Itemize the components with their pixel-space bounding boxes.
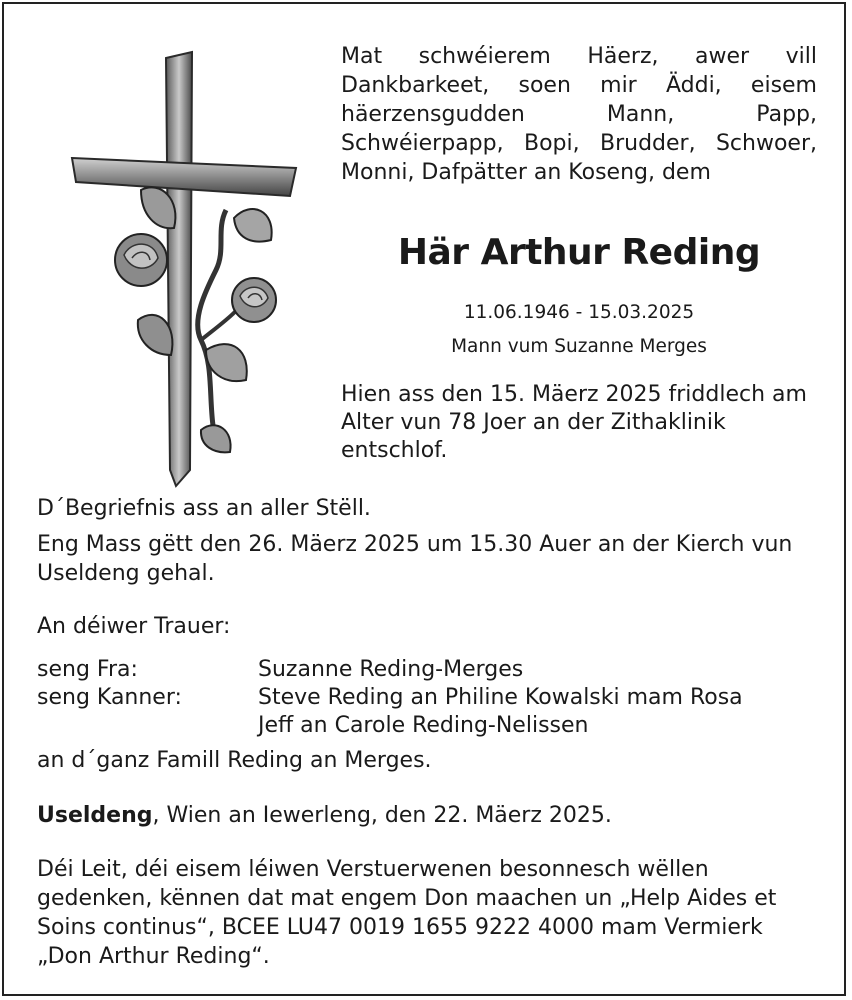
mass-text: Eng Mass gëtt den 26. Mäerz 2025 um 15.30 Auer an der Kierch vun Useldeng gehal. — [37, 532, 793, 586]
donation-text: Déi Leit, déi eisem léiwen Verstuerwenen besonnesch wëllen gedenken, kënnen dat mat engem Don maachen un „Help Aides et Soins continus“, BCEE LU47 0019 1655 9222 4000 mam Vermierk „Don Arthur Reding“. — [37, 857, 777, 969]
children-label: seng Kanner: — [37, 685, 182, 710]
child-1: Steve Reding an Philine Kowalski mam Rosa — [258, 685, 743, 710]
cross-with-roses-icon — [66, 50, 306, 490]
family-line: an d´ganz Famill Reding an Merges. — [37, 748, 432, 773]
deceased-name: Här Arthur Reding — [397, 232, 761, 273]
place-date-line — [37, 801, 612, 830]
life-dates: 11.06.1946 - 15.03.2025 — [463, 302, 695, 323]
child-2: Jeff an Carole Reding-Nelissen — [258, 713, 589, 738]
funeral-line: D´Begriefnis ass an aller Stëll. — [37, 496, 371, 521]
spouse-line: Mann vum Suzanne Merges — [451, 336, 707, 357]
death-notice: Hien ass den 15. Mäerz 2025 friddlech am Alter vun 78 Joer an der Zithaklinik entschlof. — [341, 382, 807, 463]
wife-label: seng Fra: — [37, 657, 138, 682]
place-name: Useldeng — [37, 803, 153, 828]
place-date-rest: , Wien an Iewerleng, den 22. Mäerz 2025. — [152, 803, 612, 828]
mourners-heading: An déiwer Trauer: — [37, 614, 231, 639]
wife-name: Suzanne Reding-Merges — [258, 657, 524, 682]
intro-text: Mat schwéierem Häerz, awer vill Dankbarkeet, soen mir Äddi, eisem häerzensgudden Mann, Papp, Schwéierpapp, Bopi, Brudder, Schwoer, Monni, Dafpätter an Koseng, dem — [341, 44, 817, 185]
